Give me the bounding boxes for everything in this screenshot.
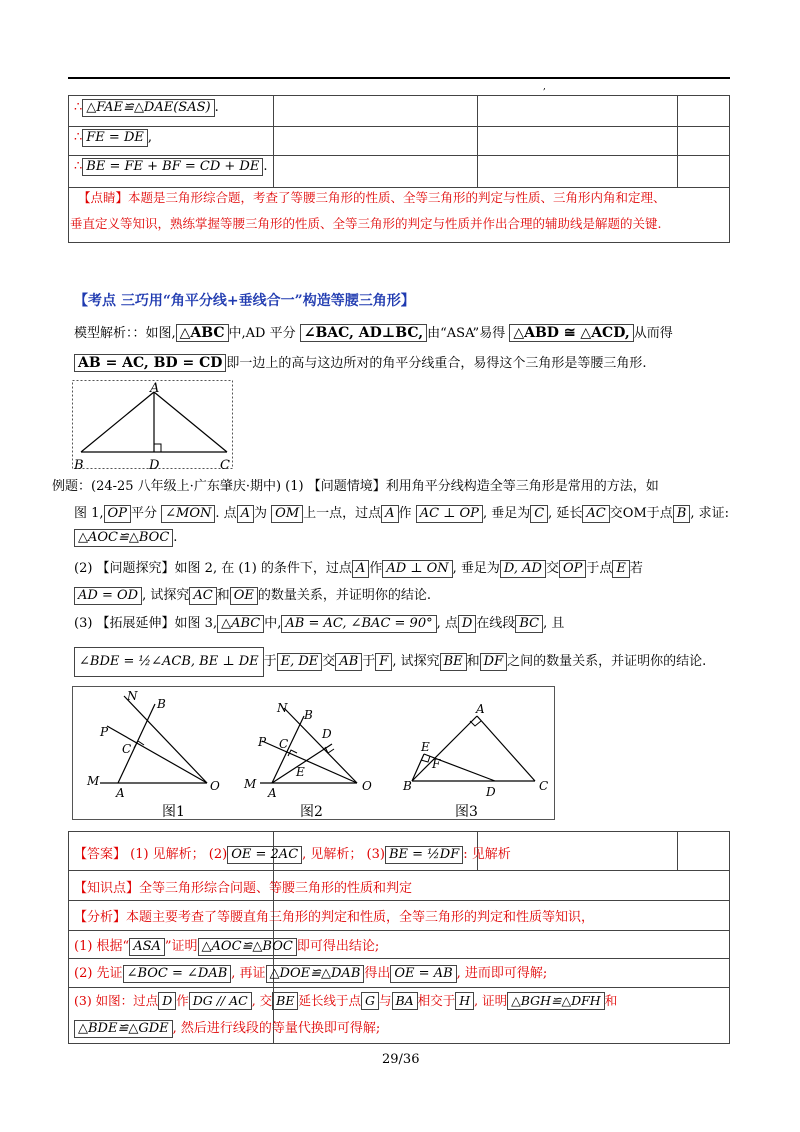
knowledge-point: 【知识点】全等三角形综合问题、等腰三角形的性质和判定 (74, 881, 413, 896)
svg-text:E: E (421, 740, 430, 754)
svg-text:A: A (476, 702, 485, 716)
caption-3: 图3 (455, 804, 478, 820)
model-line-1: 模型解析：：如图, △ABC 中,AD 平分 ∠BAC, AD⊥BC, 由“ASA”易得 △ABD ≅ △ACD, 从而得 (74, 325, 673, 341)
example-line-4: (2) 【问题探究】如图 2, 在 (1) 的条件下，过点 A 作 AD ⊥ ON , 垂足为 D, AD 交 OP 于点 E 若 (74, 561, 643, 576)
svg-text:D: D (486, 785, 496, 799)
svg-text:F: F (432, 757, 441, 771)
analysis-line-2: (1) 根据“ ASA ”证明 △AOC≌△BOC 即可得出结论; (74, 939, 380, 954)
svg-text:B: B (304, 708, 313, 722)
example-line-1: 例题：(24-25 八年级上·广东肇庆·期中) (1) 【问题情境】利用角平分线构造全等三角形是常用的方法，如 (52, 479, 659, 494)
formula-box: FE = DE (82, 129, 148, 147)
fig-label-C: C (220, 458, 230, 472)
formula-box: BE = FE + BF = CD + DE (82, 158, 263, 176)
svg-text:N: N (127, 689, 138, 703)
analysis-line-3: (2) 先证 ∠BOC = ∠DAB , 再证 △DOE≌△DAB 得出 OE = AB , 进而即可得解; (74, 966, 548, 981)
example-line-6: (3) 【拓展延伸】如图 3, △ABC 中, AB = AC, ∠BAC = 90° , 点 D 在线段 BC , 且 (74, 616, 565, 631)
caption-2: 图2 (300, 804, 323, 820)
svg-text:O: O (210, 779, 220, 793)
fig-label-A: A (150, 381, 160, 396)
svg-text:P: P (258, 735, 267, 749)
model-figure (72, 380, 238, 472)
svg-text:D: D (322, 727, 332, 741)
svg-text:A: A (116, 786, 125, 800)
top-row-2: ∴ FE = DE , (74, 130, 153, 145)
page-number: 29/36 (382, 1052, 420, 1067)
svg-text:C: C (279, 737, 289, 751)
top-row-1: ∴ △FAE≌△DAE(SAS) . (74, 100, 219, 115)
section-title: 【考点 三巧用“角平分线+垂线合一”构造等腰三角形】 (74, 293, 415, 309)
svg-text:M: M (87, 774, 100, 788)
svg-text:B: B (157, 697, 166, 711)
example-line-3: △AOC≌△BOC . (74, 529, 177, 547)
figure-2 (243, 701, 372, 820)
example-line-2: 图 1, OP 平分 ∠MON . 点 A 为 OM 上一点，过点 A 作 AC ⊥ OP , 垂足为 C , 延长 AC 交OM于点 B , 求证: (74, 506, 729, 521)
answer-line: 【答案】 (1) 见解析； (2) OE = 2AC , 见解析； (3) BE = ½DF : 见解析 (74, 847, 511, 862)
analysis-line-1: 【分析】本题主要考查了等腰直角三角形的判定和性质，全等三角形的判定和性质等知识， (74, 910, 595, 925)
comment-line-1: 【点睛】本题是三角形综合题，考查了等腰三角形的性质、全等三角形的判定与性质、三角形内角和定理、 (78, 190, 666, 205)
top-row-3: ∴ BE = FE + BF = CD + DE . (74, 159, 268, 174)
header-dot: , (543, 82, 546, 92)
fig-label-B: B (74, 458, 84, 472)
model-line-2: AB = AC, BD = CD 即一边上的高与这边所对的角平分线重合，易得这个三角形是等腰三角形. (74, 352, 647, 372)
figures-panel (72, 686, 556, 822)
svg-text:C: C (122, 742, 132, 756)
svg-text:M: M (244, 777, 257, 791)
example-line-5: AD = OD , 试探究 AC 和 OE 的数量关系，并证明你的结论. (74, 584, 431, 605)
figure-1 (86, 689, 220, 820)
svg-text:B: B (403, 779, 412, 793)
header-rule (68, 77, 730, 79)
example-line-7: ∠BDE = ½∠ACB, BE ⊥ DE 于 E, DE 交 AB 于 F , 试探究 BE 和 DF 之间的数量关系，并证明你的结论. (74, 647, 706, 677)
formula-box: △FAE≌△DAE(SAS) (82, 99, 214, 117)
analysis-line-5: △BDE≌△GDE , 然后进行线段的等量代换即可得解; (74, 1017, 380, 1038)
fig-label-D: D (149, 458, 160, 472)
svg-text:O: O (362, 779, 372, 793)
svg-text:C: C (539, 779, 549, 793)
analysis-line-4: (3) 如图：过点 D 作 DG // AC , 交 BE 延长线于点 G 与 BA 相交于 H , 证明 △BGH≌△DFH 和 (74, 993, 618, 1008)
svg-text:E: E (296, 765, 305, 779)
svg-text:A: A (268, 786, 277, 800)
svg-text:N: N (277, 701, 288, 715)
svg-text:P: P (100, 725, 109, 739)
caption-1: 图1 (162, 804, 185, 820)
comment-line-2: 垂直定义等知识，熟练掌握等腰三角形的性质、全等三角形的判定与性质并作出合理的辅助线是解题的关键. (70, 216, 662, 231)
figure-3 (402, 702, 548, 820)
